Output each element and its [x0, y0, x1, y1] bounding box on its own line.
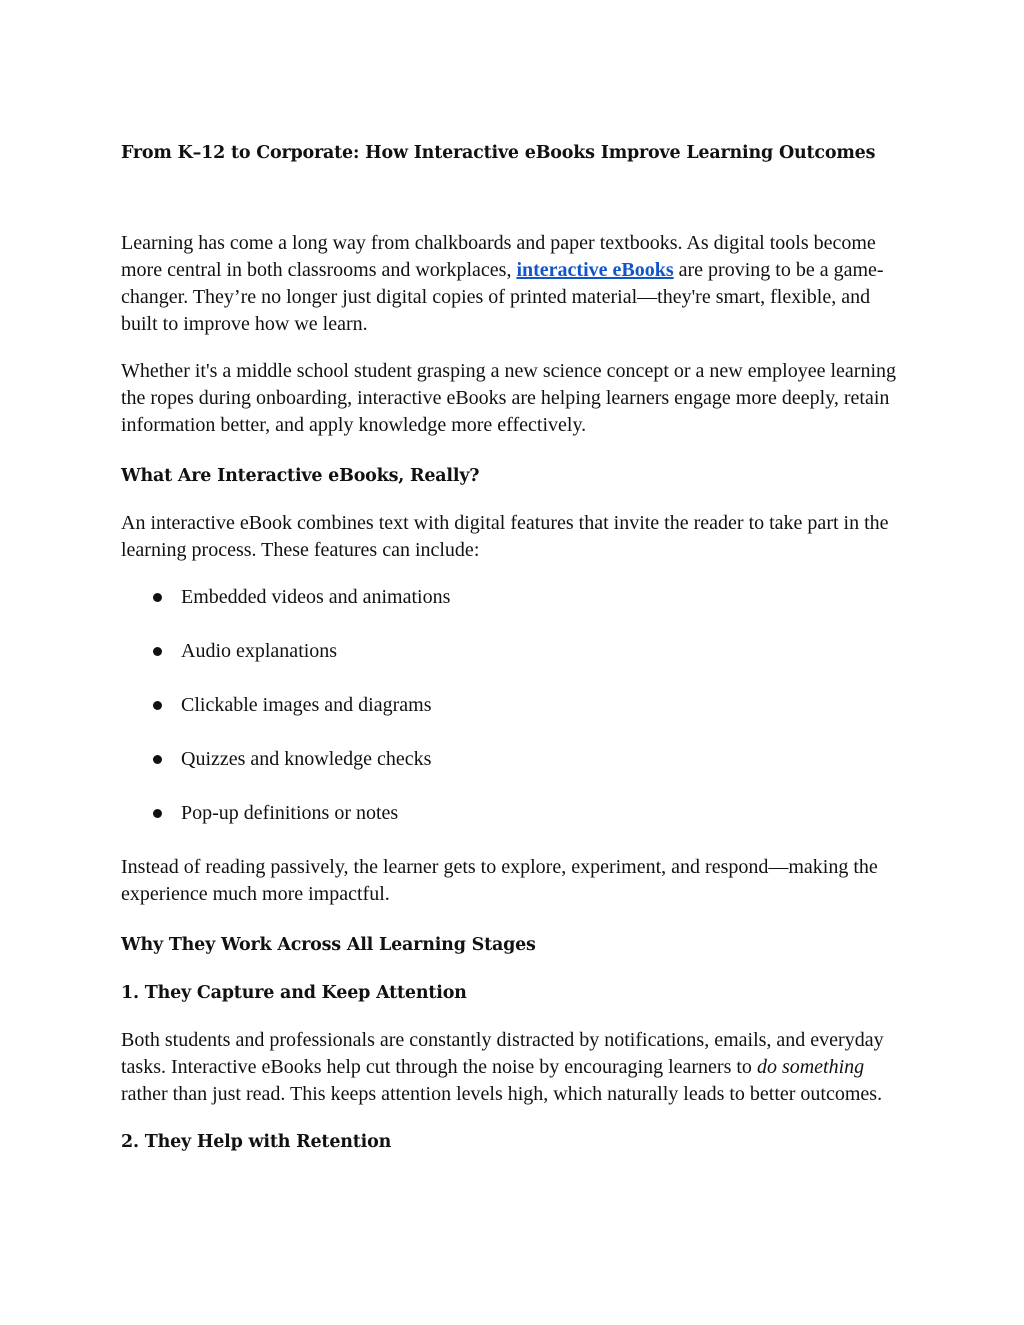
interactive-ebooks-link[interactable]: interactive eBooks: [516, 259, 674, 281]
heading-point-2: 2. They Help with Retention: [121, 1132, 392, 1152]
list-item: Quizzes and knowledge checks: [121, 746, 911, 773]
document-title: From K–12 to Corporate: How Interactive eBooks Improve Learning Outcomes: [121, 143, 876, 163]
bullet-icon: [153, 701, 162, 710]
heading-why-they-work: Why They Work Across All Learning Stages: [121, 935, 536, 955]
what-paragraph: An interactive eBook combines text with digital features that invite the reader to take part in the learning process. These features can include:: [121, 512, 889, 561]
closing-paragraph: Instead of reading passively, the learner gets to explore, experiment, and respond—making the experience much more impactful.: [121, 856, 878, 905]
bullet-icon: [153, 755, 162, 764]
document-body: [121, 138, 911, 1156]
bullet-icon: [153, 809, 162, 818]
features-list: [121, 584, 911, 827]
list-item: Embedded videos and animations: [121, 584, 911, 611]
intro-paragraph: [121, 230, 911, 338]
list-item: Clickable images and diagrams: [121, 692, 911, 719]
heading-point-1: 1. They Capture and Keep Attention: [121, 983, 467, 1003]
bullet-icon: [153, 647, 162, 656]
second-paragraph: Whether it's a middle school student grasping a new science concept or a new employee learning the ropes during onboarding, interactive eBooks are helping learners engage more deeply, retain information better, and apply knowledge more effectively.: [121, 360, 896, 436]
intro-text-after-link: are proving to be a game-changer. They’re no longer just digital copies of printed material—they're smart, flexible, and built to improve how we learn.: [121, 259, 884, 335]
point-1-paragraph: Both students and professionals are constantly distracted by notifications, emails, and everyday tasks. Interactive eBooks help cut through the noise by encouraging learners to do something rather than just read. This keeps attention levels high, which naturally leads to better outcomes.: [121, 1029, 884, 1105]
heading-what-are-ebooks: What Are Interactive eBooks, Really?: [121, 466, 480, 486]
emphasis-text: do something: [756, 1056, 865, 1078]
list-item: Audio explanations: [121, 638, 911, 665]
bullet-icon: [153, 593, 162, 602]
intro-text-before-link: Learning has come a long way from chalkboards and paper textbooks. As digital tools become more central in both classrooms and workplaces,: [121, 232, 876, 281]
list-item: Pop-up definitions or notes: [121, 800, 911, 827]
